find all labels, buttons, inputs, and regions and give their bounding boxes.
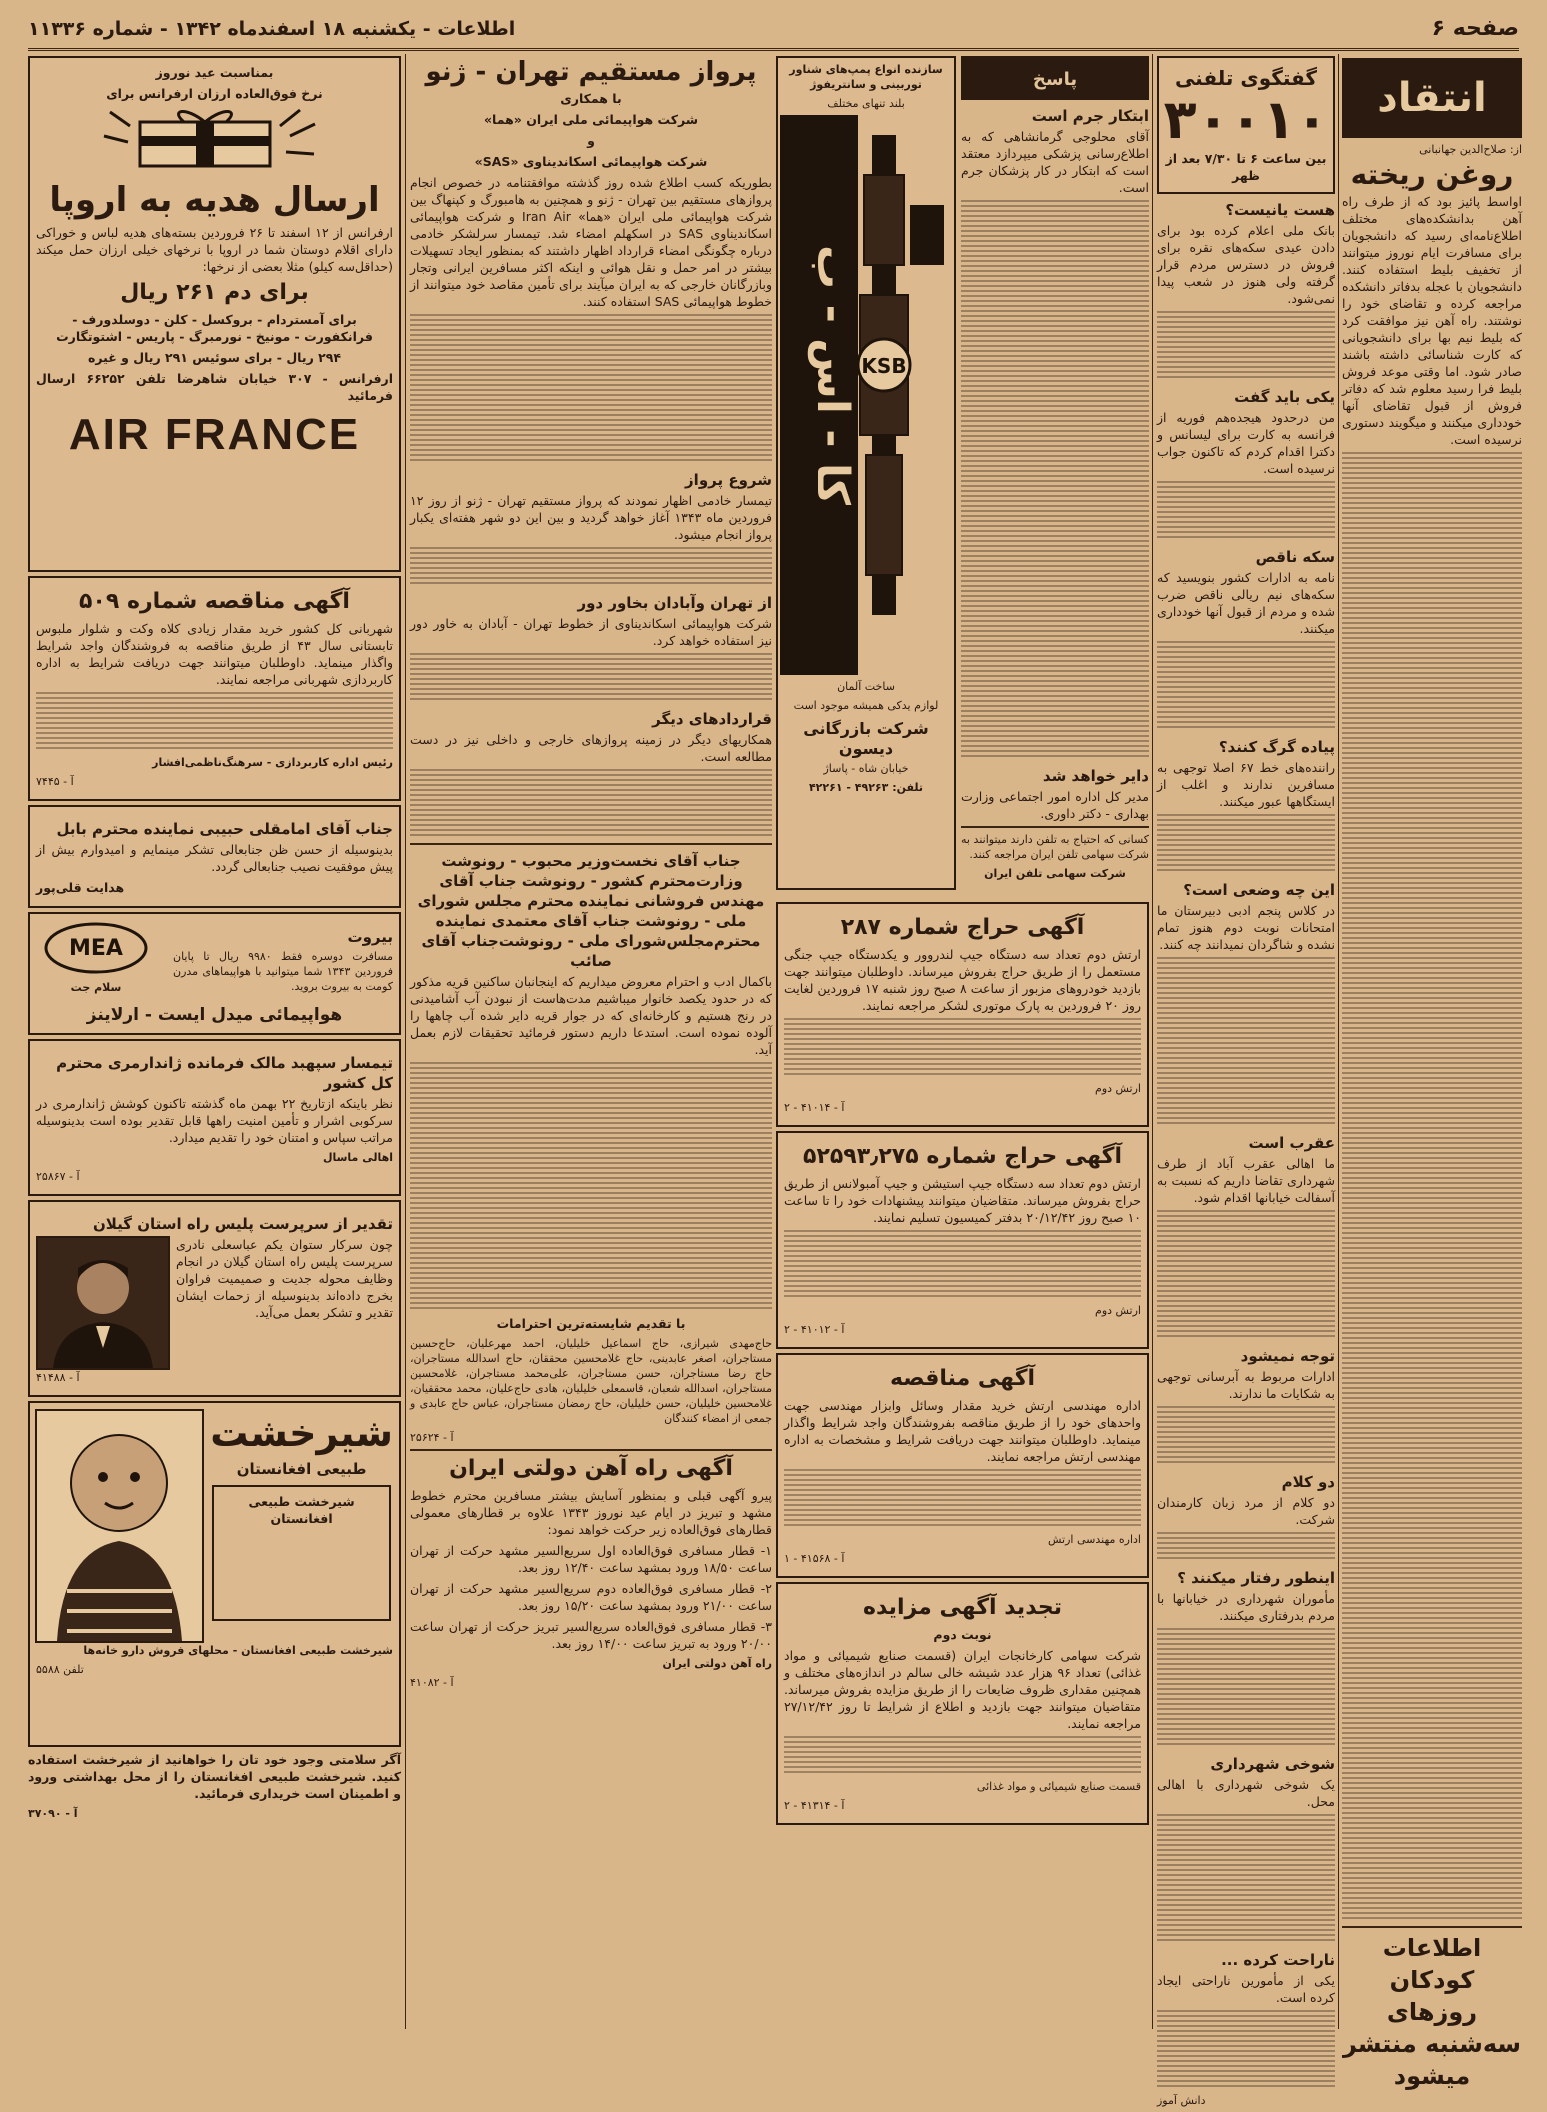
auction-525-title: آگهی حراج شماره ۵۲۵۹۳٫۲۷۵ [803, 1144, 1122, 1169]
thanks-title: تیمسار سپهبد مالک فرمانده ژاندارمری محترم کل کشور [56, 1054, 393, 1092]
airfrance-ad [28, 56, 401, 572]
flight-abadan-heading: از تهران وآبادان بخاور دور [577, 594, 772, 612]
phone-item-heading: عقرب است [1248, 1134, 1335, 1152]
flight-abadan-text: شرکت هواپیمائی اسکاندیناوی از خطوط تهران - آبادان به خاور دور نیز استفاده خواهد کرد. [410, 616, 772, 648]
auction-renewal [776, 1582, 1149, 1825]
milk-tin-label: شیرخشت طبیعی افغانستان [248, 1494, 355, 1526]
auction-525-code: آ - ۴۱۰۱۲ - ۲ [784, 1323, 845, 1336]
column-critique [1342, 54, 1522, 2090]
tender-engineering-title: آگهی مناقصه [889, 1366, 1036, 1391]
phone-item-heading: این چه وضعی است؟ [1183, 881, 1335, 899]
tender-engineering-code: آ - ۴۱۵۶۸ - ۱ [784, 1552, 845, 1565]
airfrance-price: برای دم ۲۶۱ ریال [120, 280, 309, 305]
habibi-sign: هدایت قلی‌پور [36, 880, 125, 895]
answer-item-heading: ابتکار جرم است [1031, 107, 1149, 125]
phone-item-text: ما اهالی عقرب آباد از طرف شهرداری تقاضا داریم که نسبت به آسفالت خیابانها اقدام شود. [1157, 1156, 1335, 1205]
column-middle [410, 54, 772, 2029]
tender-509-title: آگهی مناقصه شماره ۵۰۹ [79, 589, 350, 614]
airfrance-logo: AIR FRANCE [68, 410, 361, 459]
ksb-phones: تلفن: ۴۹۲۶۳ - ۴۲۲۶۱ [808, 781, 924, 794]
petition-signers: حاج‌مهدی شیرازی، حاج اسماعیل خلیلیان، احمد مهرعلیان، حاج‌حسین مستاجران، اصغر عابدینی، حاج غلامحسین محققان، حاج اسدالله مستاجران، حاج رضا مستاجران، حسن مستاجران، علی‌محمد مستاجران، غلامحسین مستاجران، اسدالله شعبان، قاسمعلی خلیلیان، هادی حاج‌علیان، محمد محققیان، غلامحسین خلیلیان، حسن خلیلیان، حاج رمضان مستاجران، عباس حاج عابدی و جمعی از امضاء کنندگان [410, 1337, 772, 1425]
flight-and: و [587, 133, 595, 148]
gift-box-icon [100, 106, 330, 176]
phone-company-name: شرکت سهامی تلفن ایران [984, 867, 1126, 880]
petition-title: جناب آقای نخست‌وزیر محبوب - رونوشت وزارت‌محترم کشور - رونوشت جناب آقای مهندس فروشانی نماینده محترم مجلس شورای ملی - رونوشت جناب آقای معتمدی نماینده محترم‌مجلس‌شورای ملی - رونوشت‌جناب آقای صائب [417, 852, 765, 970]
habibi-title: جناب آقای امامقلی حبیبی نماینده محترم بابل [56, 820, 393, 838]
critique-body-text-lines [1342, 452, 1522, 1922]
airfrance-body: ارفرانس از ۱۲ اسفند تا ۲۶ فروردین بسته‌های هدیه لباس و خوراکی دارای اقلام دوستان شما در اروپا با نرخهای خیلی ارزان حمل میکند (حداقل‌سه کیلو) مثلا بعضی از نرخها: [36, 225, 394, 274]
phone-company-notice: کسانی که احتیاج به تلفن دارند میتوانند به شرکت سهامی تلفن ایران مراجعه کنند. [961, 833, 1149, 861]
mea-logo-icon [41, 920, 151, 976]
flight-body: بطوریکه کسب اطلاع شده روز گذشته موافقتنامه در خصوص انجام پروازهای مستقیم بین تهران - ژنو و همچنین به هامبورگ و کپنهاگ بین شرکت هواپیمائی ملی ایران «هما» Iran Air و شرکت هواپیمائی اسکاندیناوی SAS در اسکهلم امضاء شد. تیمسار سرلشکر خادمی درباره چگونگی امضاء قرارداد اظهار داشتند که بمنظور ایجاد تسهیلات بیشتر در امر حمل و نقل هوائی و اینکه اکثر مسافرین ایرانی وتجار وبازرگانان خارجی که به ایران میآیند برای تأمین مقاصد خود میتوانند از خطوط هواپیمائی SAS استفاده کنند. [410, 175, 772, 309]
mea-body: مسافرت دوسره فقط ۹۹۸۰ ریال تا پایان فروردین ۱۳۴۳ شما میتوانید با هواپیماهای مدرن کومت به بیروت بروید. [173, 950, 393, 993]
phone-item-heading: سکه ناقص [1255, 548, 1335, 566]
page-header [28, 10, 1519, 51]
auction-525 [776, 1131, 1149, 1349]
thanks-code: آ - ۲۵۸۶۷ [36, 1170, 80, 1183]
phone-item-heading: پیاده گرگ کنند؟ [1218, 738, 1335, 756]
column-auctions [776, 900, 1149, 2028]
column-ads [28, 54, 401, 2029]
auction-287-title: آگهی حراج شماره ۲۸۷ [840, 915, 1085, 940]
rail-code: آ - ۴۱۰۸۲ [410, 1676, 454, 1689]
flight-contracts-text: همکاریهای دیگر در زمینه پروازهای خارجی و داخلی نیز در دست مطالعه است. [410, 732, 772, 764]
milk-powder-ad [28, 1401, 401, 1747]
airfrance-address: ارفرانس - ۳۰۷ خیابان شاهرضا تلفن ۶۶۲۵۲ ارسال فرمائید [36, 371, 394, 403]
tender-509-code: آ - ۷۴۴۵ [36, 775, 74, 788]
police-thanks [28, 1200, 401, 1397]
rail-item: ۲- قطار مسافری فوق‌العاده دوم سریع‌السیر مشهد حرکت از تهران ساعت ۲۱/۰۰ ورود بمشهد ساعت ۱۵/۲۰ روز بعد. [410, 1581, 772, 1613]
ksb-company: شرکت بازرگانی دیسون [803, 719, 929, 758]
ksb-sub-line: بلند تنهای مختلف [827, 97, 905, 110]
airfrance-cities: برای آمستردام - بروکسل - کلن - دوسلدورف - فرانکفورت - مونیخ - نورمبرگ - پاریس - اشتوتگارت [56, 312, 373, 344]
tender-509 [28, 576, 401, 801]
milk-seller: شیرخشت طبیعی افغانستان - محلهای فروش دارو خانه‌ها [83, 1644, 393, 1657]
auction-renewal-title: تجدید آگهی مزایده [862, 1595, 1063, 1620]
mea-logo-text: MEA [69, 936, 123, 961]
auction-287-body: ارتش دوم تعداد سه دستگاه جیپ لندروور و یکدستگاه جیپ جنگی مستعمل را از طریق حراج بفروش میرساند. داوطلبان میتوانند جهت بازدید خودروهای مزبور از ساعت ۸ صبح روز شنبه ۱۷ فروردین لغایت روز ۲۰ فروردین به پارک موتوری لشکر مراجعه نمایند. [784, 947, 1141, 1013]
milk-sub: طبیعی افغانستان [236, 1460, 367, 1478]
phone-hours: بین ساعت ۶ تا ۷/۳۰ بعد از ظهر [1165, 151, 1327, 183]
phone-item-heading: ناراحت کرده ... [1221, 1951, 1335, 1969]
thanks-body: نظر باینکه ازتاریخ ۲۲ بهمن ماه گذشته تاکنون کوشش ژاندارمری در سرکوبی اشرار و تأمین امنیت راهها قابل تقدیر بوده است بدینوسیله مراتب سپاس و امتنان خود را تقدیم میدارد. [36, 1096, 393, 1145]
flight-contracts-heading: قراردادهای دیگر [652, 710, 772, 728]
flight-title: پرواز مستقیم تهران - ژنو [425, 57, 757, 87]
auction-287-sign: ارتش دوم [1095, 1082, 1141, 1095]
answer-item-text: مدیر کل اداره امور اجتماعی وزارت بهداری - دکتر داوری. [961, 789, 1149, 821]
thanks-gendarmerie [28, 1039, 401, 1196]
phone-item-heading: هست یانیست؟ [1225, 201, 1335, 219]
mea-footer: هواپیمائی میدل ایست - ارلاینز [86, 1005, 343, 1025]
rail-title: آگهی راه آهن دولتی ایران [449, 1456, 733, 1481]
ksb-brand-text: کا - اس - ب [807, 245, 858, 505]
auction-renewal-sub: نوبت دوم [933, 1627, 992, 1642]
phone-item-text: بانک ملی اعلام کرده بود برای دادن عیدی سکه‌های نقره برای فروش در دسترس مردم قرار گرفته ولی هنوز در شعب پیدا نمی‌شود. [1157, 223, 1335, 306]
rail-item: ۱- قطار مسافری فوق‌العاده اول سریع‌السیر مشهد حرکت از تهران ساعت ۱۸/۵۰ ورود بمشهد ساعت ۱۲/۴۰ روز بعد. [410, 1543, 772, 1575]
column-phone-talk [1157, 54, 1335, 2112]
mea-ad [28, 912, 401, 1035]
phone-item-heading: اینطور رفتار میکنند ؟ [1177, 1569, 1335, 1587]
column-divider [405, 54, 406, 2029]
critique-masthead: انتقاد [1342, 58, 1522, 138]
critique-title: روغن ریخته [1350, 158, 1514, 191]
tender-engineering-sign: اداره مهندسی ارتش [1048, 1533, 1141, 1546]
phone-item-text: من درحدود هیجده‌هم فوریه از فرانسه به کارت برای لیسانس و دکترا اقدام کردم که تاکنون جواب نرسیده است. [1157, 410, 1335, 476]
column-answer [961, 54, 1149, 924]
auction-287 [776, 902, 1149, 1127]
ksb-logo-text: KSB [861, 354, 907, 378]
ksb-top-line: سازنده انواع پمپ‌های شناور توربینی و سانتریفوژ [789, 63, 943, 91]
phone-item-heading: دو کلام [1281, 1473, 1335, 1491]
column-divider [1338, 54, 1339, 2029]
critique-author: از: صلاح‌الدین جهانبانی [1419, 143, 1522, 156]
column-divider [1152, 54, 1153, 2029]
police-title: تقدیر از سرپرست پلیس راه استان گیلان [92, 1215, 393, 1233]
ksb-address: خیابان شاه - پاساژ [823, 762, 909, 775]
milk-code: آ - ۳۷۰۹۰ [28, 1807, 78, 1820]
tender-engineering-body: اداره مهندسی ارتش خرید مقدار وسائل وابزار مهندسی جهت واحدهای خود را از طریق مناقصه بفروشندگان واجد شرایط واگذار مینماید. داوطلبان میتوانند جهت دریافت شرایط و مشخصات به اداره مهندسی ارتش مراجعه نمایند. [784, 1398, 1141, 1464]
ksb-parts: لوازم یدکی همیشه موجود است [793, 699, 939, 712]
thanks-sign: اهالی ماسال [322, 1151, 393, 1164]
officer-photo [36, 1236, 170, 1370]
ksb-made: ساخت آلمان [837, 680, 895, 693]
phone-item-text: یکی از مأمورین ناراحتی ایجاد کرده است. [1157, 1973, 1335, 2005]
phone-item-text: دو کلام از مرد زبان کارمندان شرکت. [1157, 1495, 1335, 1527]
kids-section-notice: اطلاعات کودکان روزهای سه‌شنبه منتشر میشود [1342, 1934, 1522, 2090]
rail-body: پیرو آگهی قبلی و بمنظور آسایش بیشتر مسافرین محترم خطوط مشهد و تبریز در ایام عید نوروز ۱۳۴۳ علاوه بر قطار‌های معمولی قطارهای فوق‌العاده زیر حرکت خواهد نمود: [410, 1488, 773, 1537]
phone-item-text: مأموران شهرداری در خیابانها با مردم بدرفتاری میکنند. [1157, 1591, 1335, 1623]
phone-item-heading: توجه نمیشود [1240, 1347, 1335, 1365]
flight-start-text: تیمسار خادمی اظهار نمودند که پرواز مستقیم تهران - ژنو از روز ۱۲ فروردین ماه ۱۳۴۳ آغاز خواهد گردید و بین این دو شهر هفته‌ای یکبار پرواز انجام میشود. [410, 493, 772, 542]
auction-287-code: آ - ۴۱۰۱۴ - ۲ [784, 1101, 845, 1114]
police-code: آ - ۴۱۴۸۸ [36, 1371, 80, 1384]
flight-airline-2: شرکت هواپیمائی اسکاندیناوی «SAS» [474, 154, 708, 169]
critique-body: اواسط پائیز بود که از طرف راه آهن بدانشکده‌های مختلف اطلاع‌نامه‌ای رسید که دانشجویان برای مسافرت ایام نوروز میتوانند از تخفیف بلیط استفاده کنند. دانشجویان با عجله بدفاتر دانشکده مراجعه کرده و تقاضای خود را نوشتند. راه آهن نیز موافقت کرد که بلیط نیم بها برای دانشجویانی که کارت شناسائی داشته باشند صادر شود. اما وقتی موعد فروش بلیط فرا رسید معلوم شد که دفاتر فروش از قبول تقاضای آنها خودداری میکنند و میگویند دستوری نرسیده است. [1342, 194, 1522, 447]
airfrance-headline: ارسال هدیه به اروپا [49, 180, 380, 220]
phone-number: ۳۰۰۱۰ [1163, 88, 1329, 151]
airfrance-swiss: ۲۹۴ ریال - برای سوئیس ۲۹۱ ریال و غیره [87, 350, 342, 365]
auction-525-body: ارتش دوم تعداد سه دستگاه جیپ استیشن و جیپ آمبولانس از طریق حراج بفروش میرساند. متقاضیان میتوانند پیشنهادات خود را تا ساعت ۱۰ صبح روز ۲۰/۱۲/۴۲ بدفتر کمیسیون تسلیم نمایند. [784, 1176, 1141, 1225]
answer-item-heading: دایر خواهد شد [1042, 767, 1149, 785]
police-body: چون سرکار ستوان یکم عباسعلی نادری سرپرست پلیس راه استان گیلان در انجام وظایف محوله جدیت و صمیمیت فراوان بخرج داده‌اند بدینوسیله از زحمات ایشان تقدیر و تشکر بعمل می‌آید. [176, 1237, 393, 1320]
page-number: صفحه ۶ [1431, 16, 1519, 41]
auction-525-sign: ارتش دوم [1095, 1304, 1141, 1317]
tender-engineering [776, 1353, 1149, 1578]
phone-talk-title: گفتگوی تلفنی [1174, 66, 1318, 90]
phone-item-text: ادارات مربوط به آبرسانی توجهی به شکایات ما ندارند. [1157, 1369, 1335, 1401]
answer-title: پاسخ [1032, 69, 1078, 90]
phone-item-text: یک شوخی شهرداری با اهالی محل. [1157, 1777, 1335, 1809]
mea-sub: سلام جت [70, 981, 122, 994]
airfrance-top-line-2: نرخ فوق‌العاده ارزان ارفرانس برای [106, 86, 323, 101]
rail-item: ۳- قطار مسافری فوق‌العاده سریع‌السیر تبریز حرکت از تهران ساعت ۲۰/۰۰ ورود به تبریز ساعت ۱۴/۰۰ روز بعد. [410, 1619, 772, 1651]
milk-brand: شیرخشت [210, 1411, 393, 1455]
answer-item-text: آقای محلوجی گرمانشاهی که به اطلاع‌رسانی پزشکی میپردازد معتقد است که ابتکار در کار پزشکان جرم است. [961, 129, 1149, 195]
phone-sign: دانش آموز [1157, 2094, 1206, 2107]
petition-code: آ - ۲۵۶۲۴ [410, 1431, 454, 1444]
rail-sign: راه آهن دولتی ایران [662, 1657, 772, 1670]
ksb-advertisement [776, 54, 956, 894]
habibi-notice [28, 805, 401, 908]
tender-509-sign: رئیس اداره کاربردازی - سرهنگ‌ناظمی‌افشار [152, 756, 393, 769]
flight-sub: با همکاری [560, 91, 622, 106]
airfrance-top-line-1: بمناسبت عید نوروز [155, 65, 274, 80]
ksb-ad-box [776, 56, 956, 890]
pump-illustration [780, 115, 950, 675]
answer-header [961, 56, 1149, 100]
phone-item-text: در کلاس پنجم ادبی دبیرستان ما امتحانات نوبت دوم هنوز تمام نشده و شاگردان نمیدانند چه کنند. [1157, 903, 1335, 952]
milk-phone: تلفن ۵۵۸۸ [36, 1663, 84, 1676]
petition-body: باکمال ادب و احترام معروض میداریم که اینجانبان ساکنین قریه مذکور که در حدود یکصد خانوار میباشیم مدت‌هاست از نبودن آب آشامیدنی در رنج هستیم و کارخانه‌ای که در جوار قریه دایر شده آب چاهها را آلوده نموده است. استدعا داریم دستور فرمائید تحقیقات لازم بعمل آید. [410, 974, 772, 1057]
tender-509-body: شهربانی کل کشور خرید مقدار زیادی کلاه وکت و شلوار ملبوس تابستانی سال ۴۳ از طریق مناقصه به فروشندگان واجد شرایط واگذار مینماید. داوطلبان میتوانند جهت دریافت شرایط به اداره کاربردازی شهربانی مراجعه نمایند. [36, 621, 394, 687]
auction-renewal-body: شرکت سهامی کارخانجات ایران (قسمت صنایع شیمیائی و مواد غذائی) تعداد ۹۶ هزار عدد شیشه خالی سالم در اندازه‌های مختلف و همچنین مقداری ظروف ضایعات را از طریق مزایده بفروش میرساند. متقاضیان میتوانند جهت بازدید و اطلاع از شرایط تا روز ۲۷/۱۲/۴۲ مراجعه نمایند. [784, 1648, 1142, 1731]
baby-photo [35, 1409, 204, 1643]
issue-info: اطلاعات - یکشنبه ۱۸ اسفندماه ۱۳۴۲ - شماره ۱۱۳۳۶ [28, 18, 516, 40]
auction-renewal-sign: قسمت صنایع شیمیائی و مواد غذائی [976, 1780, 1141, 1793]
milk-tin [212, 1485, 391, 1621]
flight-airline-1: شرکت هواپیمائی ملی ایران «هما» [483, 112, 699, 127]
phone-talk-header [1157, 56, 1335, 194]
mea-city: بیروت [347, 928, 393, 946]
phone-item-heading: شوخی شهرداری [1210, 1755, 1335, 1773]
phone-item-text: نامه به ادارات کشور بنویسید که سکه‌های نیم ریالی ناقص ضرب شده و مردم از قبول آنها خودداری میکنند. [1157, 570, 1335, 636]
petition-sign-heading: با تقدیم شایسته‌ترین احترامات [496, 1316, 686, 1331]
milk-footer: آگر سلامتی وجود خود تان را خواهانید از شیرخشت استفاده کنید. شیرخشت طبیعی افغانستان را از محل بهداشتی ورود و اطمینان است خریداری فرمائید. [28, 1752, 401, 1801]
phone-item-text: راننده‌های خط ۶۷ اصلا توجهی به مسافرین ندارند و اغلب از ایستگاهها عبور میکنند. [1157, 760, 1335, 809]
phone-item-heading: یکی باید گفت [1234, 388, 1335, 406]
habibi-body: بدینوسیله از حسن ظن جنابعالی تشکر مینمایم و امیدوارم بیش از پیش موفقیت نصیب جنابعالی گردد. [36, 842, 393, 874]
auction-renewal-code: آ - ۴۱۳۱۴ - ۲ [784, 1799, 845, 1812]
flight-start-heading: شروع پرواز [685, 471, 772, 489]
